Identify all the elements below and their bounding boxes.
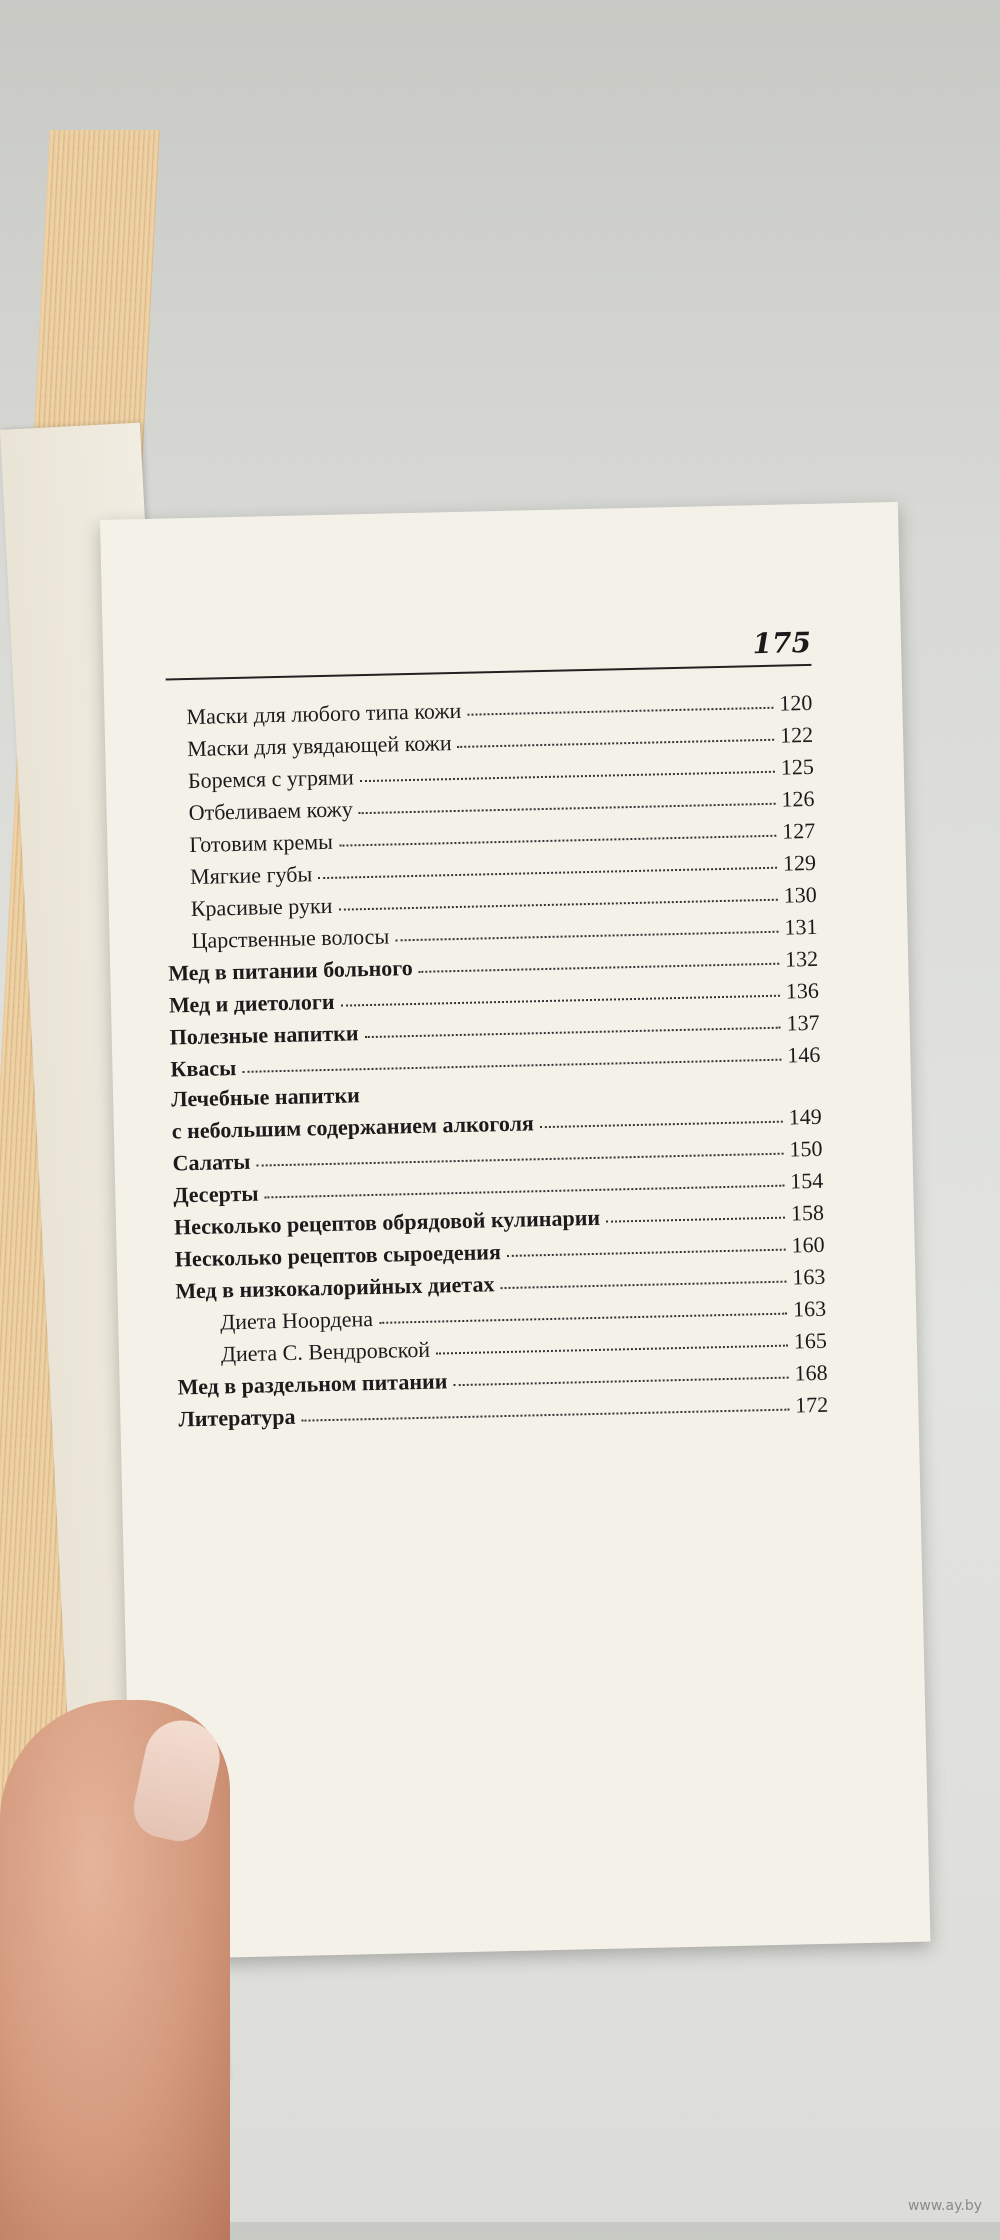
toc-leader-dots — [540, 1120, 783, 1129]
toc-entry-title: Салаты — [172, 1148, 251, 1176]
toc-entry-title: Мягкие губы — [189, 861, 313, 890]
toc-entry-page: 122 — [779, 721, 814, 748]
toc-entry-page: 149 — [788, 1103, 822, 1130]
toc-entry-title: Несколько рецептов обрядовой кулинарии — [173, 1204, 601, 1240]
toc-entry-page: 129 — [782, 849, 817, 876]
toc-leader-dots — [360, 770, 775, 782]
page-number: 175 — [752, 625, 812, 661]
toc-entry-title: Красивые руки — [190, 892, 333, 922]
toc-entry-title: Мед в низкокалорийных диетах — [175, 1271, 495, 1304]
toc-leader-dots — [419, 962, 780, 973]
toc-entry-page: 172 — [794, 1391, 829, 1418]
toc-leader-dots — [318, 866, 777, 879]
toc-entry-title: Мед в питании больного — [168, 955, 413, 986]
toc-leader-dots — [458, 738, 775, 748]
toc-entry-title: Десерты — [173, 1180, 259, 1208]
toc-entry-page: 160 — [791, 1231, 825, 1258]
toc-leader-dots — [436, 1344, 788, 1355]
toc-entry-page: 120 — [779, 689, 813, 716]
toc-entry-title: Царственные волосы — [191, 923, 390, 954]
header-rule — [166, 664, 812, 681]
toc-entry-page: 131 — [784, 913, 818, 940]
toc-entry-title: Мед и диетологи — [168, 988, 335, 1018]
toc-entry-page: 150 — [789, 1135, 823, 1162]
toc-entry-page: 127 — [781, 817, 816, 844]
toc-leader-dots — [359, 802, 776, 814]
toc-entry-page: 163 — [792, 1263, 826, 1290]
toc-entry-page: 165 — [793, 1327, 828, 1354]
toc-leader-dots — [338, 898, 777, 911]
toc-leader-dots — [395, 930, 778, 942]
toc-leader-dots — [341, 994, 780, 1007]
toc-entry-page: 136 — [785, 977, 820, 1004]
toc-entry-title: Полезные напитки — [169, 1020, 359, 1050]
toc-entry-title: Маски для любого типа кожи — [186, 697, 462, 730]
toc-entry-page: 158 — [790, 1199, 825, 1226]
toc-entry-page: 130 — [783, 881, 817, 908]
toc-entry-title: Литература — [178, 1403, 296, 1432]
toc-leader-dots — [606, 1216, 785, 1223]
toc-entry-page: 154 — [789, 1167, 824, 1194]
toc-entry-page: 163 — [792, 1295, 827, 1322]
toc-entry-title: Диета Ноордена — [219, 1306, 374, 1335]
toc-entry-page: 146 — [787, 1041, 821, 1068]
toc-entry-title: Несколько рецептов сыроедения — [174, 1239, 502, 1272]
watermark: www.ay.by — [907, 2198, 982, 2214]
toc-entry-title: Готовим кремы — [189, 828, 334, 858]
toc-entry-page: 126 — [781, 785, 815, 812]
toc-entry-title: Маски для увядающей кожи — [186, 730, 452, 762]
toc-entry-title: Лечебные напитки — [170, 1082, 361, 1112]
toc-entry-page: 168 — [794, 1359, 828, 1386]
toc-entry-title: с небольшим содержанием алкоголя — [171, 1110, 535, 1144]
toc-entry-page: 125 — [780, 753, 815, 780]
toc-entry-title: Квасы — [170, 1055, 237, 1082]
book-page — [100, 502, 930, 1960]
toc-leader-dots — [379, 1312, 787, 1324]
toc-entry-title: Мед в раздельном питании — [177, 1368, 448, 1400]
toc-leader-dots — [467, 706, 773, 716]
toc-entry-title: Отбеливаем кожу — [188, 796, 354, 826]
toc-leader-dots — [339, 834, 776, 847]
toc-leader-dots — [500, 1280, 786, 1289]
toc-leader-dots — [365, 1026, 781, 1038]
toc-entry-page: 132 — [784, 945, 819, 972]
toc-leader-dots — [507, 1248, 786, 1257]
toc-entry-title: Диета С. Вендровской — [220, 1336, 431, 1367]
toc-leader-dots — [302, 1408, 790, 1422]
toc-entry-title: Боремся с угрями — [187, 764, 354, 794]
toc-leader-dots — [453, 1376, 788, 1387]
toc-entry-page: 137 — [786, 1009, 820, 1036]
table-of-contents — [162, 684, 828, 1433]
